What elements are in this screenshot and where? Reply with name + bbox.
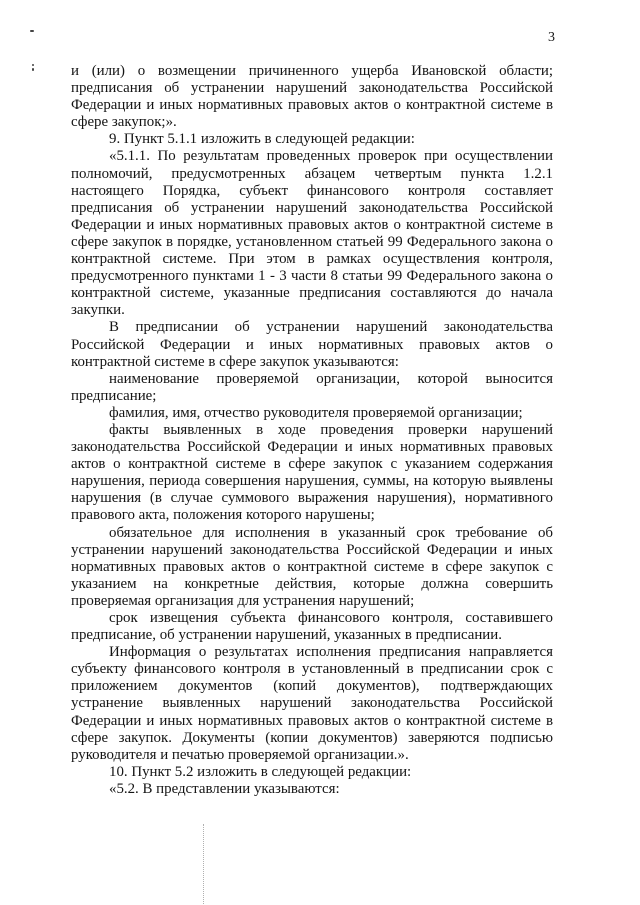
scan-fold-line	[203, 824, 204, 904]
scan-speck	[32, 68, 34, 71]
list-item-mandatory-requirement: обязательное для исполнения в указанный срок требование об устранении нарушений законодательства Российской Федерации и иных нормативных правовых актов о контрактной системе в сфере закупок с указанием на конкретные действия, которые должна совершить проверяемая организация для устранения нарушений;	[71, 524, 553, 609]
list-item-violation-facts: факты выявленных в ходе проведения проверки нарушений законодательства Российской Федерации и иных нормативных правовых актов о контрактной системе в сфере закупок с указанием содержания нарушения, периода совершения нарушения, суммы, на которую выявлены нарушения (в случае суммового выражения нарушения), нормативного правового акта, положения которого нарушены;	[71, 421, 553, 524]
paragraph-5-2: «5.2. В представлении указываются:	[109, 780, 340, 797]
paragraph-5-1-1: «5.1.1. По результатам проведенных проверок при осуществлении полномочий, предусмотренных абзацем четвертым пункта 1.2.1 настоящего Порядка, субъект финансового контроля составляет предписания об устранении нарушений законодательства Российской Федерации и иных нормативных правовых актов о контрактной системе в сфере закупок в порядке, установленном статьей 99 Федерального закона о контрактной системе. При этом в рамках осуществления контроля, предусмотренного пунктами 1 - 3 части 8 статьи 99 Федерального закона о контрактной системе, указанные предписания составляются до начала закупки.	[71, 148, 553, 319]
paragraph-item-10: 10. Пункт 5.2 изложить в следующей редакции:	[109, 763, 412, 780]
paragraph-prescription-contents: В предписании об устранении нарушений законодательства Российской Федерации и иных нормативных правовых актов о контрактной системе в сфере закупок указываются:	[71, 319, 553, 370]
list-item-head-name: фамилия, имя, отчество руководителя проверяемой организации;	[109, 404, 523, 421]
list-item-notification-deadline: срок извещения субъекта финансового контроля, составившего предписание, об устранении нарушений, указанных в предписании.	[71, 610, 553, 644]
paragraph-execution-info: Информация о результатах исполнения предписания направляется субъекту финансового контроля в установленный в предписании срок с приложением документов (копий документов), подтверждающих устранение выявленных нарушений законодательства Российской Федерации и иных нормативных правовых актов о контрактной системе в сфере закупок. Документы (копии документов) заверяются подписью руководителя и печатью проверяемой организации.».	[71, 644, 553, 763]
paragraph-continuation: и (или) о возмещении причиненного ущерба Ивановской области; предписания об устранении нарушений законодательства Российской Федерации и иных нормативных правовых актов о контрактной системе в сфере закупок;».	[71, 63, 553, 131]
document-body	[71, 63, 553, 798]
paragraph-item-9: 9. Пункт 5.1.1 изложить в следующей редакции:	[109, 131, 415, 148]
page-number: 3	[548, 30, 555, 45]
scan-speck	[32, 64, 34, 66]
scan-speck	[30, 30, 34, 32]
list-item-organization-name: наименование проверяемой организации, которой выносится предписание;	[71, 370, 553, 404]
